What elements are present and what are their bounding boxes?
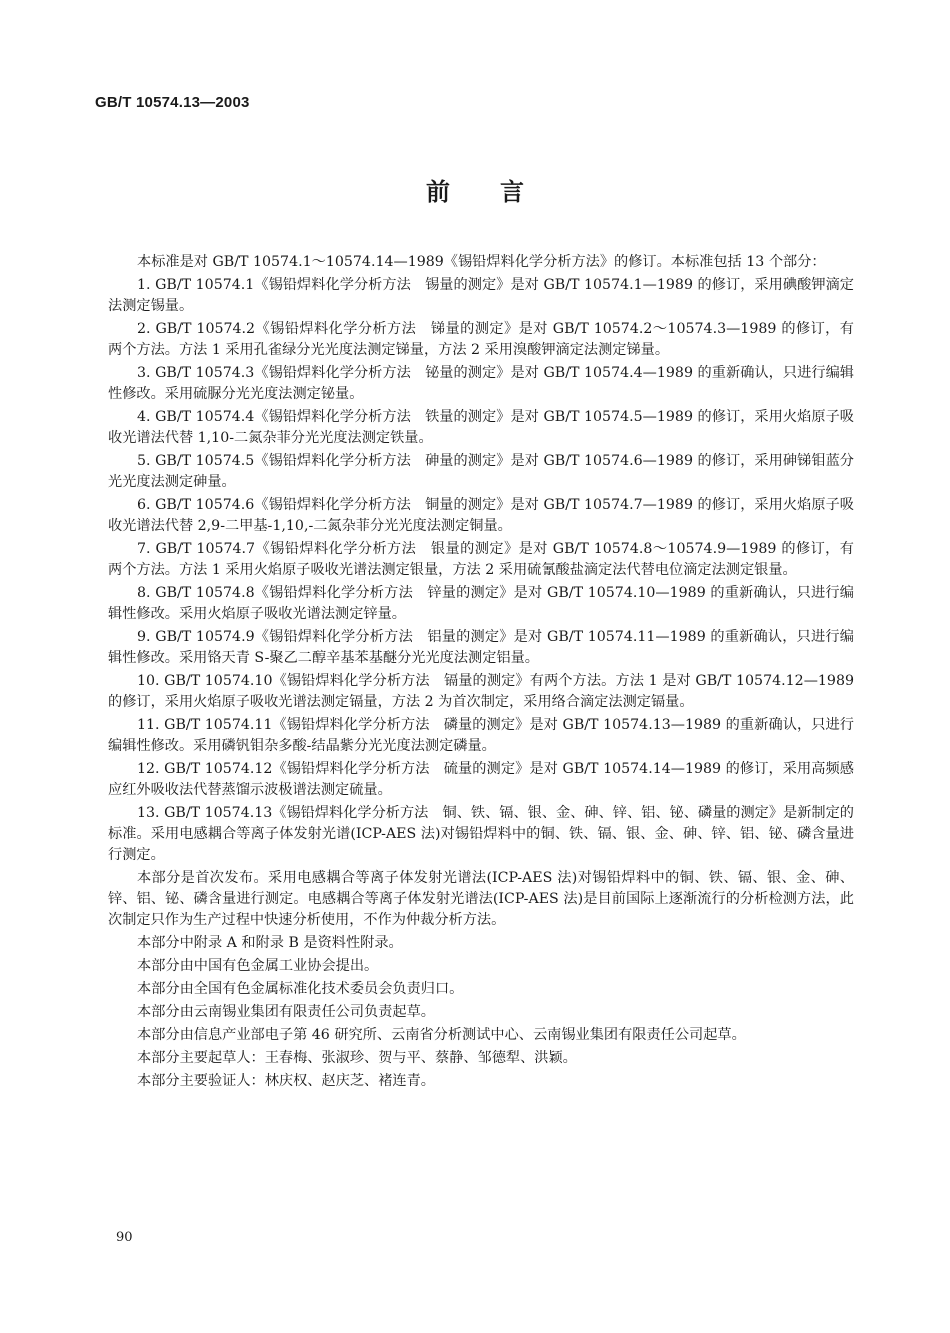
list-item: 1. GB/T 10574.1《锡铅焊料化学分析方法 锡量的测定》是对 GB/T 10574.1—1989 的修订，采用碘酸钾滴定法测定锡量。: [108, 277, 854, 314]
page-number: 90: [116, 1230, 133, 1245]
list-item: 11. GB/T 10574.11《锡铅焊料化学分析方法 磷量的测定》是对 GB/T 10574.13—1989 的重新确认，只进行编辑性修改。采用磷钒钼杂多酸-结晶紫分光光度法测定磷量。: [108, 717, 854, 754]
note-paragraph: 本部分由中国有色金属工业协会提出。: [137, 958, 379, 974]
list-item: 13. GB/T 10574.13《锡铅焊料化学分析方法 铜、铁、镉、银、金、砷、锌、铝、铋、磷量的测定》是新制定的标准。采用电感耦合等离子体发射光谱(ICP-AES 法)对锡铅焊料中的铜、铁、镉、银、金、砷、锌、铝、铋、磷含量进行测定。: [108, 805, 854, 863]
list-item: 9. GB/T 10574.9《锡铅焊料化学分析方法 铝量的测定》是对 GB/T 10574.11—1989 的重新确认，只进行编辑性修改。采用铬天青 S-聚乙二醇辛基苯基醚分光光度法测定铝量。: [108, 629, 854, 666]
note-paragraph: 本部分中附录 A 和附录 B 是资料性附录。: [137, 935, 403, 951]
list-item: 4. GB/T 10574.4《锡铅焊料化学分析方法 铁量的测定》是对 GB/T 10574.5—1989 的修订，采用火焰原子吸收光谱法代替 1,10-二氮杂菲分光光度法测定铁量。: [108, 409, 854, 446]
note-paragraph: 本部分由信息产业部电子第 46 研究所、云南省分析测试中心、云南锡业集团有限责任公司起草。: [137, 1027, 746, 1043]
foreword-body: [108, 252, 854, 1092]
intro-paragraph: 本标准是对 GB/T 10574.1～10574.14—1989《锡铅焊料化学分析方法》的修订。本标准包括 13 个部分：: [137, 254, 826, 270]
list-item: 6. GB/T 10574.6《锡铅焊料化学分析方法 铜量的测定》是对 GB/T 10574.7—1989 的修订，采用火焰原子吸收光谱法代替 2,9-二甲基-1,10,-二氮杂菲分光光度法测定铜量。: [108, 497, 854, 534]
note-paragraph: 本部分是首次发布。采用电感耦合等离子体发射光谱法(ICP-AES 法)对锡铅焊料中的铜、铁、镉、银、金、砷、锌、铝、铋、磷含量进行测定。电感耦合等离子体发射光谱法(ICP-AES 法)是目前国际上逐渐流行的分析检测方法，此次制定只作为生产过程中快速分析使用，不作为仲裁分析方法。: [108, 870, 854, 928]
list-item: 7. GB/T 10574.7《锡铅焊料化学分析方法 银量的测定》是对 GB/T 10574.8～10574.9—1989 的修订，有两个方法。方法 1 采用火焰原子吸收光谱法测定银量，方法 2 采用硫氰酸盐滴定法代替电位滴定法测定银量。: [108, 541, 854, 578]
list-item: 2. GB/T 10574.2《锡铅焊料化学分析方法 锑量的测定》是对 GB/T 10574.2～10574.3—1989 的修订，有两个方法。方法 1 采用孔雀绿分光光度法测定锑量，方法 2 采用溴酸钾滴定法测定锑量。: [108, 321, 854, 358]
page-title: 前言: [426, 178, 574, 206]
list-item: 8. GB/T 10574.8《锡铅焊料化学分析方法 锌量的测定》是对 GB/T 10574.10—1989 的重新确认，只进行编辑性修改。采用火焰原子吸收光谱法测定锌量。: [108, 585, 854, 622]
note-paragraph: 本部分主要起草人：王春梅、张淑珍、贺与平、蔡静、邹德犁、洪颖。: [137, 1050, 577, 1066]
list-item: 10. GB/T 10574.10《锡铅焊料化学分析方法 镉量的测定》有两个方法。方法 1 是对 GB/T 10574.12—1989的修订，采用火焰原子吸收光谱法测定镉量，方法 2 为首次制定，采用络合滴定法测定镉量。: [108, 673, 854, 710]
list-item: 5. GB/T 10574.5《锡铅焊料化学分析方法 砷量的测定》是对 GB/T 10574.6—1989 的修订，采用砷锑钼蓝分光光度法测定砷量。: [108, 453, 854, 490]
note-paragraph: 本部分由全国有色金属标准化技术委员会负责归口。: [137, 981, 464, 997]
document-code: GB/T 10574.13—2003: [95, 94, 250, 111]
list-item: 12. GB/T 10574.12《锡铅焊料化学分析方法 硫量的测定》是对 GB/T 10574.14—1989 的修订，采用高频感应红外吸收法代替蒸馏示波极谱法测定硫量。: [108, 761, 854, 798]
list-item: 3. GB/T 10574.3《锡铅焊料化学分析方法 铋量的测定》是对 GB/T 10574.4—1989 的重新确认，只进行编辑性修改。采用硫脲分光光度法测定铋量。: [108, 365, 854, 402]
note-paragraph: 本部分主要验证人：林庆权、赵庆芝、褚连青。: [137, 1073, 435, 1089]
note-paragraph: 本部分由云南锡业集团有限责任公司负责起草。: [137, 1004, 435, 1020]
